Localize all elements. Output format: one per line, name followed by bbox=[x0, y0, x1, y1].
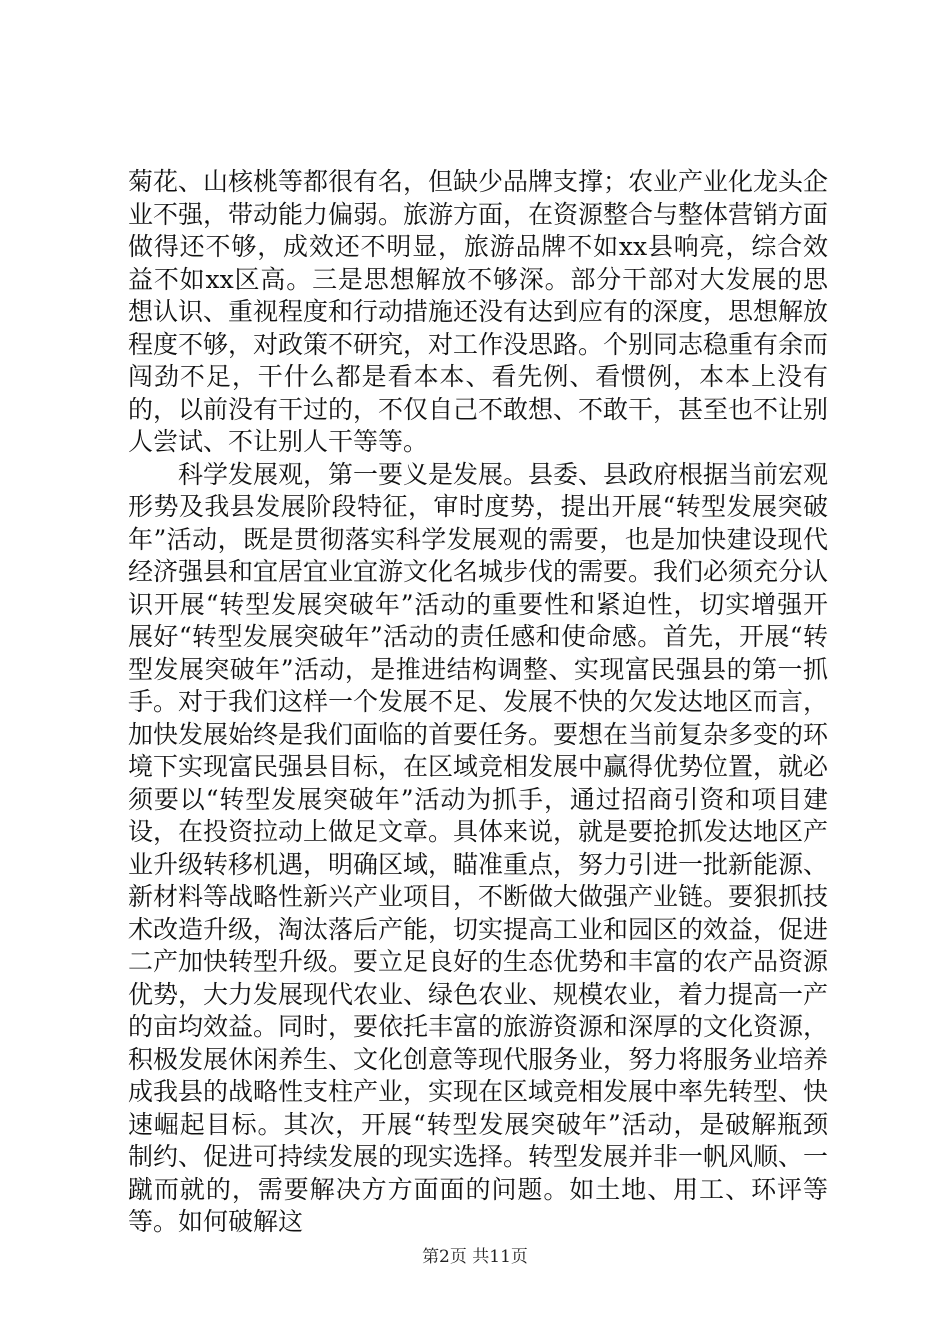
document-body bbox=[128, 166, 828, 1239]
paragraph-continuation: 菊花、山核桃等都很有名，但缺少品牌支撑；农业产业化龙头企业不强，带动能力偏弱。旅游方面，在资源整合与整体营销方面做得还不够，成效还不明显，旅游品牌不如xx县响亮，综合效益不如xx区高。三是思想解放不够深。部分干部对大发展的思想认识、重视程度和行动措施还没有达到应有的深度，思想解放程度不够，对政策不研究，对工作没思路。个别同志稳重有余而闯劲不足，干什么都是看本本、看先例、看惯例，本本上没有的，以前没有干过的，不仅自己不敢想、不敢干，甚至也不让别人尝试、不让别人干等等。 bbox=[128, 167, 829, 456]
page-footer bbox=[0, 1242, 950, 1267]
paragraph-development: 科学发展观，第一要义是发展。县委、县政府根据当前宏观形势及我县发展阶段特征，审时度势，提出开展“转型发展突破年”活动，既是贯彻落实科学发展观的需要，也是加快建设现代经济强县和宜居宜业宜游文化名城步伐的需要。我们必须充分认识开展“转型发展突破年”活动的重要性和紧迫性，切实增强开展好“转型发展突破年”活动的责任感和使命感。首先，开展“转型发展突破年”活动，是推进结构调整、实现富民强县的第一抓手。对于我们这样一个发展不足、发展不快的欠发达地区而言，加快发展始终是我们面临的首要任务。要想在当前复杂多变的环境下实现富民强县目标，在区域竞相发展中赢得优势位置，就必须要以“转型发展突破年”活动为抓手，通过招商引资和项目建设，在投资拉动上做足文章。具体来说，就是要抢抓发达地区产业升级转移机遇，明确区域，瞄准重点，努力引进一批新能源、新材料等战略性新兴产业项目，不断做大做强产业链。要狠抓技术改造升级，淘汰落后产能，切实提高工业和园区的效益，促进二产加快转型升级。要立足良好的生态优势和丰富的农产品资源优势，大力发展现代农业、绿色农业、规模农业，着力提高一产的亩均效益。同时，要依托丰富的旅游资源和深厚的文化资源，积极发展休闲养生、文化创意等现代服务业，努力将服务业培养成我县的战略性支柱产业，实现在区域竞相发展中率先转型、快速崛起目标。其次，开展“转型发展突破年”活动，是破解瓶颈制约、促进可持续发展的现实选择。转型发展并非一帆风顺、一蹴而就的，需要解决方方面面的问题。如土地、用工、环评等等。如何破解这 bbox=[128, 459, 829, 1236]
page-number: 第2页 共11页 bbox=[422, 1247, 528, 1267]
